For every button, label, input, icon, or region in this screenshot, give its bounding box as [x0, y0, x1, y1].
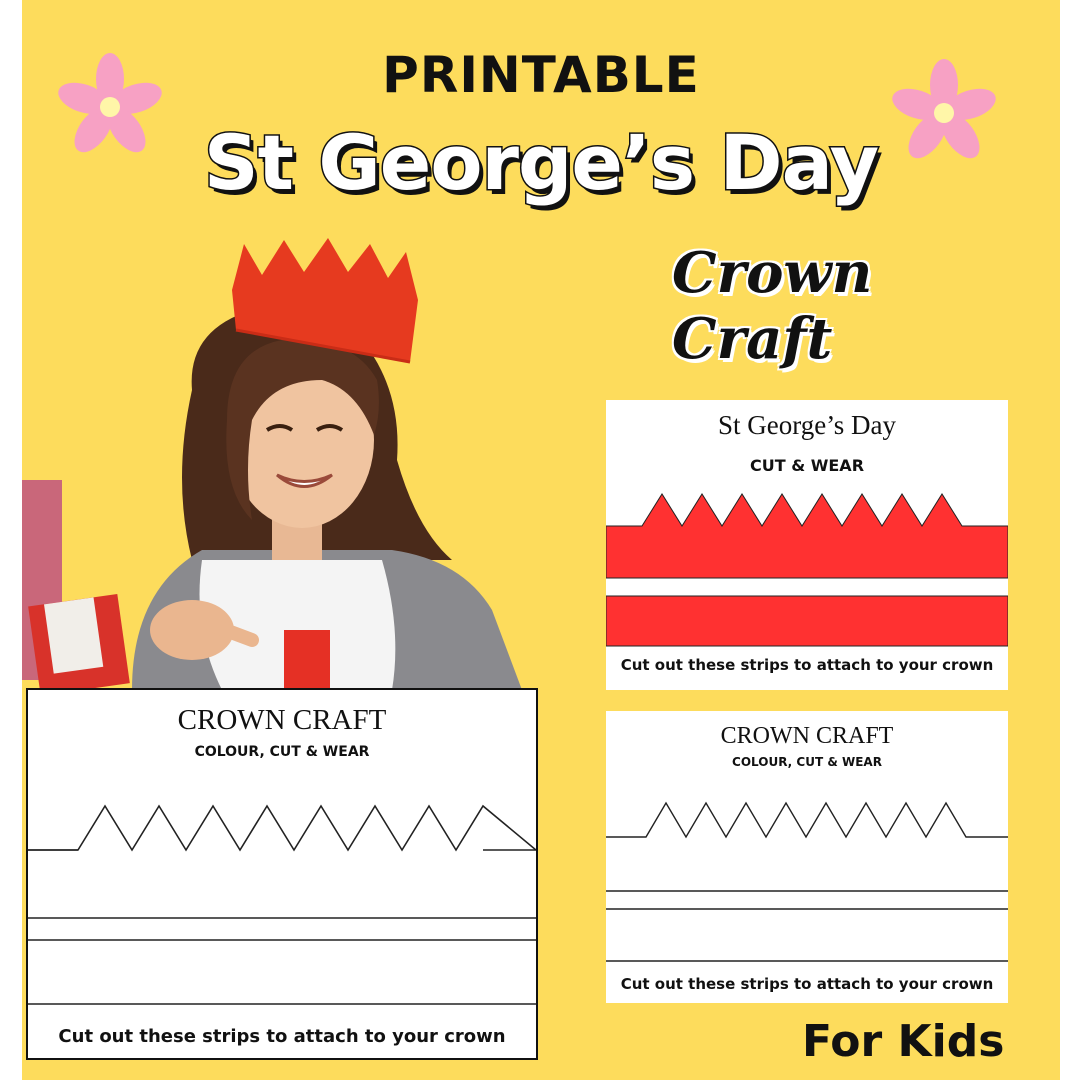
poster-canvas: [22, 0, 1060, 1080]
card-instructions: Cut out these strips to attach to your crown: [620, 656, 994, 674]
card-instructions: Cut out these strips to attach to your crown: [58, 1026, 506, 1047]
crown-strip-red: [606, 492, 1008, 652]
card-title: CROWN CRAFT: [720, 723, 894, 749]
for-kids-tag: For Kids: [802, 1016, 1005, 1067]
card-title: CROWN CRAFT: [177, 704, 387, 736]
craft-title: [672, 240, 972, 372]
craft-title-line: Craft: [672, 306, 833, 372]
card-instructions: Cut out these strips to attach to your crown: [620, 975, 994, 993]
crown-template-outline-small: [606, 711, 1008, 1003]
card-subtitle: CUT & WEAR: [749, 456, 865, 475]
crown-template-outline-large: [26, 688, 538, 1060]
crown-strip-outline: [28, 804, 536, 1014]
kicker-text: PRINTABLE: [382, 46, 700, 104]
child-photo: [22, 230, 532, 690]
headline: St George’s Day: [203, 118, 879, 207]
crown-template-red: [606, 400, 1008, 690]
card-subtitle: COLOUR, CUT & WEAR: [732, 755, 882, 769]
crown-strip-outline: [606, 801, 1008, 971]
card-title: St George’s Day: [718, 410, 896, 440]
craft-title-line: Crown: [672, 240, 873, 306]
card-subtitle: COLOUR, CUT & WEAR: [194, 744, 370, 760]
